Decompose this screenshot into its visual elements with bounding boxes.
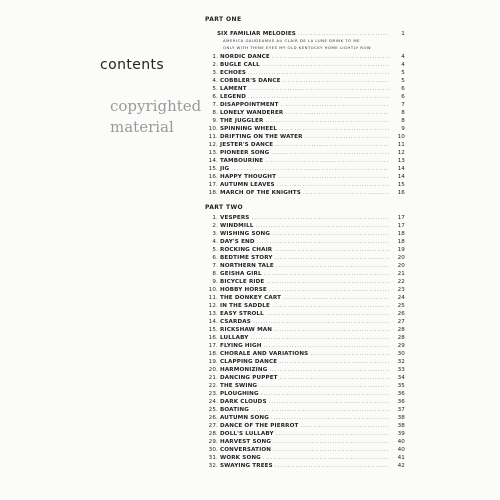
entry-page: 34 — [397, 375, 405, 381]
toc-entry — [205, 133, 405, 141]
toc-entry — [205, 214, 405, 222]
toc-entry — [205, 398, 405, 406]
entry-page: 11 — [397, 142, 405, 148]
dot-leader — [231, 165, 389, 173]
entry-title: HARMONIZING — [220, 367, 268, 373]
entry-title: LEGEND — [220, 94, 247, 100]
entry-title: JESTER'S DANCE — [220, 142, 274, 148]
six-familiar-melodies-entry — [205, 30, 405, 38]
entry-title: HAPPY THOUGHT — [220, 174, 277, 180]
entry-number: 18. — [208, 190, 218, 196]
toc-entry — [205, 438, 405, 446]
entry-page: 40 — [397, 439, 405, 445]
dot-leader — [269, 366, 389, 374]
toc-entry — [205, 350, 405, 358]
entry-number: 2. — [212, 223, 218, 229]
entry-page: 6 — [401, 94, 405, 100]
toc-entry — [205, 358, 405, 366]
entry-number: 20. — [208, 367, 218, 373]
toc-entry — [205, 157, 405, 165]
entry-title: CSARDAS — [220, 319, 251, 325]
entry-page: 32 — [397, 359, 405, 365]
entry-page: 10 — [397, 134, 405, 140]
entry-page: 36 — [397, 391, 405, 397]
entry-title: COBBLER'S DANCE — [220, 78, 281, 84]
entry-number: 12. — [208, 142, 218, 148]
entry-title: RICKSHAW MAN — [220, 327, 273, 333]
entry-page: 36 — [397, 399, 405, 405]
entry-number: 14. — [208, 158, 218, 164]
toc-entry — [205, 165, 405, 173]
entry-page: 14 — [397, 174, 405, 180]
toc-entry — [205, 446, 405, 454]
dot-leader — [301, 422, 389, 430]
entry-number: 21. — [208, 375, 218, 381]
entry-number: 6. — [212, 94, 218, 100]
entry-number: 2. — [212, 62, 218, 68]
entry-title: WORK SONG — [220, 455, 261, 461]
entry-title: HOBBY HORSE — [220, 287, 267, 293]
entry-page: 18 — [397, 231, 405, 237]
entry-title: DARK CLOUDS — [220, 399, 267, 405]
entry-title: BOATING — [220, 407, 249, 413]
entry-page: 6 — [401, 86, 405, 92]
toc-entry — [205, 246, 405, 254]
toc-entry — [205, 262, 405, 270]
toc-entry — [205, 53, 405, 61]
dot-leader — [271, 149, 389, 157]
toc-entry — [205, 366, 405, 374]
part-one-title: PART ONE — [205, 16, 242, 23]
toc-entry — [205, 286, 405, 294]
entry-page: 13 — [397, 158, 405, 164]
entry-title: TAMBOURINE — [220, 158, 264, 164]
dot-leader — [266, 278, 389, 286]
toc-entry — [205, 318, 405, 326]
entry-number: 9. — [212, 279, 218, 285]
dot-leader — [250, 334, 389, 342]
entry-title: LONELY WANDERER — [220, 110, 284, 116]
entry-title: PIONEER SONG — [220, 150, 270, 156]
entry-page: 20 — [397, 255, 405, 261]
entry-page: 5 — [401, 70, 405, 76]
entry-title: SPINNING WHEEL — [220, 126, 278, 132]
entry-page: 38 — [397, 423, 405, 429]
entry-title: SIX FAMILIAR MELODIES — [217, 31, 296, 37]
entry-title: FLYING HIGH — [220, 343, 262, 349]
entry-page: 26 — [397, 311, 405, 317]
entry-page: 1 — [401, 31, 405, 37]
entry-number: 15. — [208, 166, 218, 172]
entry-number: 3. — [212, 70, 218, 76]
entry-page: 7 — [401, 102, 405, 108]
dot-leader — [251, 406, 389, 414]
dot-leader — [265, 117, 389, 125]
melodies-list: AMERICA GAUDEAMUS AU CLAIR DE LA LUNE DRINK TO ME ONLY WITH THINE EYES MY OLD KENTUCKY HOME LIGHTLY ROW — [223, 38, 372, 50]
entry-page: 16 — [397, 190, 405, 196]
dot-leader — [252, 214, 390, 222]
entry-number: 32. — [208, 463, 218, 469]
watermark-line: copyrighted — [110, 97, 202, 115]
entry-page: 21 — [397, 271, 405, 277]
dot-leader — [298, 30, 389, 38]
entry-page: 41 — [397, 455, 405, 461]
dot-leader — [275, 141, 389, 149]
entry-number: 5. — [212, 86, 218, 92]
entry-title: WINDMILL — [220, 223, 254, 229]
entry-page: 20 — [397, 263, 405, 269]
entry-title: DAY'S END — [220, 239, 255, 245]
dot-leader — [263, 454, 389, 462]
table-of-contents — [205, 16, 405, 470]
entry-number: 12. — [208, 303, 218, 309]
dot-leader — [283, 77, 389, 85]
entry-page: 28 — [397, 327, 405, 333]
entry-title: DANCING PUPPET — [220, 375, 278, 381]
dot-leader — [280, 374, 389, 382]
entry-number: 28. — [208, 431, 218, 437]
toc-entry — [205, 101, 405, 109]
toc-entry — [205, 61, 405, 69]
toc-entry — [205, 270, 405, 278]
entry-number: 7. — [212, 102, 218, 108]
entry-number: 17. — [208, 182, 218, 188]
entry-title: DISAPPOINTMENT — [220, 102, 279, 108]
toc-entry — [205, 382, 405, 390]
dot-leader — [303, 189, 389, 197]
entry-page: 28 — [397, 335, 405, 341]
entry-page: 8 — [401, 110, 405, 116]
dot-leader — [264, 342, 389, 350]
entry-title: DOLL'S LULLABY — [220, 431, 274, 437]
toc-entry — [205, 117, 405, 125]
entry-title: HARVEST SONG — [220, 439, 272, 445]
toc-entry — [205, 406, 405, 414]
toc-entry — [205, 173, 405, 181]
entry-number: 6. — [212, 255, 218, 261]
entry-number: 19. — [208, 359, 218, 365]
entry-page: 4 — [401, 62, 405, 68]
entry-page: 35 — [397, 383, 405, 389]
entry-page: 19 — [397, 247, 405, 253]
toc-entry — [205, 149, 405, 157]
entry-number: 10. — [208, 126, 218, 132]
entry-page: 42 — [397, 463, 405, 469]
part-one-list — [205, 53, 405, 197]
entry-number: 17. — [208, 343, 218, 349]
dot-leader — [273, 438, 389, 446]
entry-page: 15 — [397, 182, 405, 188]
entry-title: THE DONKEY CART — [220, 295, 282, 301]
toc-entry — [205, 230, 405, 238]
watermark-line: material — [110, 118, 174, 136]
entry-number: 23. — [208, 391, 218, 397]
entry-page: 4 — [401, 54, 405, 60]
entry-number: 16. — [208, 335, 218, 341]
entry-number: 27. — [208, 423, 218, 429]
toc-entry — [205, 77, 405, 85]
entry-title: CLAPPING DANCE — [220, 359, 278, 365]
entry-title: AUTUMN LEAVES — [220, 182, 275, 188]
dot-leader — [271, 414, 389, 422]
entry-number: 14. — [208, 319, 218, 325]
entry-title: THE JUGGLER — [220, 118, 264, 124]
entry-number: 25. — [208, 407, 218, 413]
toc-entry — [205, 326, 405, 334]
toc-entry — [205, 181, 405, 189]
entry-page: 27 — [397, 319, 405, 325]
dot-leader — [283, 294, 389, 302]
entry-number: 26. — [208, 415, 218, 421]
toc-entry — [205, 422, 405, 430]
entry-page: 38 — [397, 415, 405, 421]
entry-title: LULLABY — [220, 335, 249, 341]
dot-leader — [310, 350, 389, 358]
entry-number: 13. — [208, 150, 218, 156]
toc-entry — [205, 374, 405, 382]
dot-leader — [279, 358, 389, 366]
entry-title: THE SWING — [220, 383, 258, 389]
entry-page: 23 — [397, 287, 405, 293]
entry-title: IN THE SADDLE — [220, 303, 270, 309]
entry-page: 9 — [401, 126, 405, 132]
entry-title: MARCH OF THE KNIGHTS — [220, 190, 301, 196]
dot-leader — [265, 157, 389, 165]
dot-leader — [275, 254, 389, 262]
dot-leader — [276, 430, 389, 438]
toc-entry — [205, 302, 405, 310]
toc-entry — [205, 125, 405, 133]
entry-page: 18 — [397, 239, 405, 245]
dot-leader — [266, 310, 389, 318]
toc-entry — [205, 294, 405, 302]
entry-title: BUGLE CALL — [220, 62, 260, 68]
entry-number: 1. — [212, 54, 218, 60]
entry-page: 25 — [397, 303, 405, 309]
entry-number: 18. — [208, 351, 218, 357]
toc-entry — [205, 222, 405, 230]
dot-leader — [274, 246, 389, 254]
dot-leader — [273, 446, 389, 454]
entry-page: 17 — [397, 223, 405, 229]
toc-entry — [205, 334, 405, 342]
entry-number: 11. — [208, 134, 218, 140]
entry-number: 10. — [208, 287, 218, 293]
toc-entry — [205, 238, 405, 246]
entry-title: PLOUGHING — [220, 391, 259, 397]
entry-title: NORDIC DANCE — [220, 54, 270, 60]
dot-leader — [249, 85, 389, 93]
entry-number: 30. — [208, 447, 218, 453]
entry-title: NORTHERN TALE — [220, 263, 274, 269]
entry-number: 7. — [212, 263, 218, 269]
entry-page: 22 — [397, 279, 405, 285]
dot-leader — [278, 173, 389, 181]
entry-number: 29. — [208, 439, 218, 445]
entry-title: ROCKING CHAIR — [220, 247, 273, 253]
entry-title: BICYCLE RIDE — [220, 279, 265, 285]
toc-entry — [205, 141, 405, 149]
entry-title: SWAYING TREES — [220, 463, 273, 469]
entry-title: CONVERSATION — [220, 447, 272, 453]
entry-page: 17 — [397, 215, 405, 221]
entry-page: 8 — [401, 118, 405, 124]
entry-title: JIG — [220, 166, 230, 172]
entry-number: 4. — [212, 78, 218, 84]
entry-title: EASY STROLL — [220, 311, 264, 317]
entry-number: 8. — [212, 271, 218, 277]
dot-leader — [257, 238, 389, 246]
contents-heading: contents — [100, 57, 165, 73]
entry-number: 16. — [208, 174, 218, 180]
toc-entry — [205, 414, 405, 422]
entry-title: CHORALE AND VARIATIONS — [220, 351, 309, 357]
entry-page: 24 — [397, 295, 405, 301]
entry-number: 24. — [208, 399, 218, 405]
dot-leader — [259, 382, 389, 390]
dot-leader — [279, 125, 389, 133]
dot-leader — [262, 61, 389, 69]
dot-leader — [269, 398, 389, 406]
toc-entry — [205, 462, 405, 470]
entry-page: 14 — [397, 166, 405, 172]
entry-title: WISHING SONG — [220, 231, 271, 237]
copyright-watermark — [110, 96, 201, 138]
dot-leader — [261, 390, 389, 398]
dot-leader — [272, 302, 389, 310]
dot-leader — [275, 462, 389, 470]
entry-page: 40 — [397, 447, 405, 453]
entry-page: 5 — [401, 78, 405, 84]
dot-leader — [274, 326, 389, 334]
toc-entry — [205, 85, 405, 93]
dot-leader — [277, 181, 389, 189]
entry-page: 37 — [397, 407, 405, 413]
entry-number: 4. — [212, 239, 218, 245]
entry-number: 3. — [212, 231, 218, 237]
toc-entry — [205, 278, 405, 286]
entry-number: 5. — [212, 247, 218, 253]
entry-title: ECHOES — [220, 70, 247, 76]
entry-page: 29 — [397, 343, 405, 349]
entry-page: 33 — [397, 367, 405, 373]
entry-number: 22. — [208, 383, 218, 389]
dot-leader — [276, 262, 389, 270]
dot-leader — [272, 230, 389, 238]
dot-leader — [264, 270, 389, 278]
dot-leader — [269, 286, 389, 294]
toc-entry — [205, 93, 405, 101]
dot-leader — [248, 69, 389, 77]
entry-title: VESPERS — [220, 215, 250, 221]
entry-number: 31. — [208, 455, 218, 461]
toc-entry — [205, 254, 405, 262]
entry-page: 12 — [397, 150, 405, 156]
toc-entry — [205, 430, 405, 438]
toc-entry — [205, 69, 405, 77]
toc-entry — [205, 390, 405, 398]
dot-leader — [285, 109, 389, 117]
entry-title: BEDTIME STORY — [220, 255, 273, 261]
dot-leader — [281, 101, 389, 109]
entry-page: 30 — [397, 351, 405, 357]
entry-number: 13. — [208, 311, 218, 317]
dot-leader — [248, 93, 389, 101]
toc-entry — [205, 342, 405, 350]
toc-entry — [205, 109, 405, 117]
dot-leader — [272, 53, 389, 61]
entry-number: 15. — [208, 327, 218, 333]
entry-title: LAMENT — [220, 86, 247, 92]
entry-title: DANCE OF THE PIERROT — [220, 423, 299, 429]
entry-title: AUTUMN SONG — [220, 415, 269, 421]
toc-entry — [205, 310, 405, 318]
part-two-title: PART TWO — [205, 204, 244, 211]
toc-entry — [205, 189, 405, 197]
entry-page: 39 — [397, 431, 405, 437]
dot-leader — [253, 318, 389, 326]
part-two-list — [205, 214, 405, 470]
toc-entry — [205, 454, 405, 462]
entry-number: 1. — [212, 215, 218, 221]
entry-number: 11. — [208, 295, 218, 301]
dot-leader — [305, 133, 389, 141]
entry-number: 8. — [212, 110, 218, 116]
dot-leader — [256, 222, 389, 230]
entry-number: 9. — [212, 118, 218, 124]
entry-title: DRIFTING ON THE WATER — [220, 134, 303, 140]
entry-title: GEISHA GIRL — [220, 271, 262, 277]
